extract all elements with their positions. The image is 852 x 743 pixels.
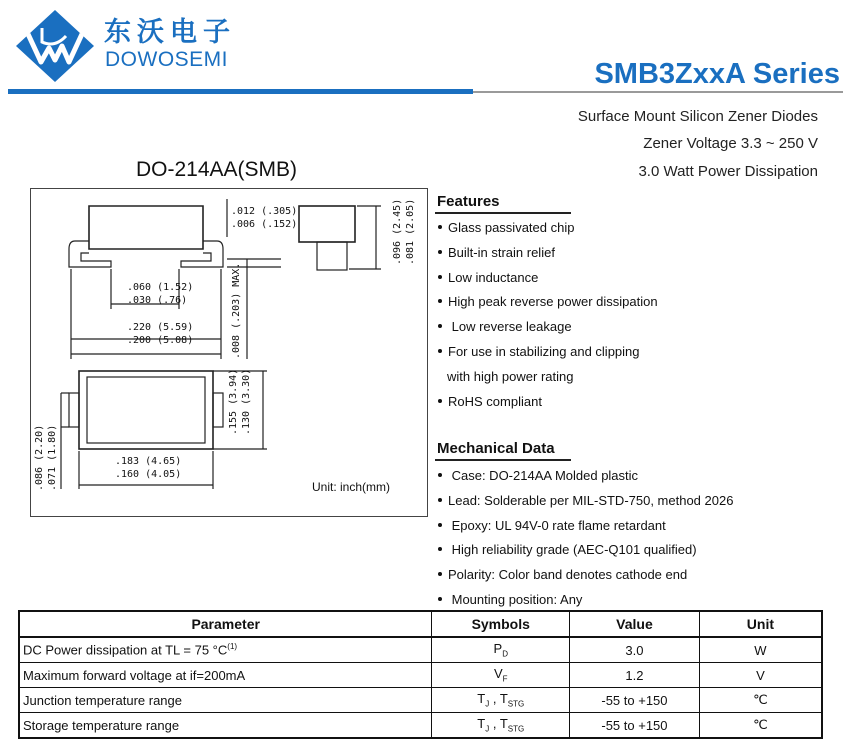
mechanical-text: Mounting position: Any bbox=[448, 591, 583, 607]
col-header-parameter: Parameter bbox=[19, 611, 432, 637]
package-title: DO-214AA(SMB) bbox=[136, 158, 298, 181]
dim-lead-thickness-min: .006 (.152) bbox=[231, 219, 298, 230]
dim-lead-thickness-max: .012 (.305) bbox=[231, 206, 298, 217]
value-cell: 3.0 bbox=[570, 637, 700, 663]
dim-lead-width-max: .086 (2.20) bbox=[34, 424, 45, 491]
table-row bbox=[19, 663, 822, 688]
subtitle-line-2: Zener Voltage 3.3 ~ 250 V bbox=[643, 135, 818, 152]
list-item bbox=[437, 266, 658, 291]
symbol-cell bbox=[432, 688, 570, 713]
col-header-value: Value bbox=[570, 611, 700, 637]
dim-body-length-max: .220 (5.59) bbox=[127, 322, 194, 333]
unit-cell: ℃ bbox=[699, 688, 822, 713]
features-rule bbox=[435, 212, 571, 214]
dim-height-max: .096 (2.45) bbox=[392, 198, 403, 265]
symbol: P bbox=[493, 641, 503, 657]
unit-cell: W bbox=[699, 637, 822, 663]
param-cell bbox=[19, 713, 432, 739]
param-text: DC Power dissipation at TL = 75 °C bbox=[23, 642, 228, 658]
symbol-cell bbox=[432, 713, 570, 739]
list-item bbox=[437, 290, 658, 315]
subtitle-line-1: Surface Mount Silicon Zener Diodes bbox=[577, 108, 818, 125]
symbol-cell bbox=[432, 663, 570, 688]
symbol-subscript: J bbox=[485, 699, 490, 709]
mechanical-text: High reliability grade (AEC-Q101 qualified) bbox=[448, 542, 697, 558]
dim-pad-length-min: .160 (4.05) bbox=[115, 469, 182, 480]
company-name-cn: 东沃电子 bbox=[104, 17, 236, 48]
symbol-2-subscript: STG bbox=[507, 699, 525, 709]
series-title: SMB3ZxxA Series bbox=[594, 58, 840, 90]
list-item bbox=[437, 489, 733, 514]
subtitle-line-3: 3.0 Watt Power Dissipation bbox=[638, 163, 818, 180]
bullet-icon bbox=[438, 498, 442, 502]
param-cell bbox=[19, 688, 432, 713]
feature-text: Built-in strain relief bbox=[448, 244, 555, 260]
value-cell: 1.2 bbox=[570, 663, 700, 688]
symbol-subscript: D bbox=[502, 649, 508, 659]
symbol: V bbox=[493, 666, 503, 682]
bullet-icon bbox=[438, 275, 442, 279]
dim-height bbox=[391, 199, 417, 265]
value-cell: -55 to +150 bbox=[570, 688, 700, 713]
bullet-icon bbox=[438, 250, 442, 254]
list-item bbox=[437, 464, 733, 489]
dim-lead-length-min: .030 (.76) bbox=[127, 295, 188, 306]
bullet-icon bbox=[438, 523, 442, 527]
bullet-icon bbox=[438, 547, 442, 551]
package-drawing bbox=[30, 188, 428, 517]
list-item bbox=[437, 563, 733, 588]
symbol-2-subscript: STG bbox=[507, 724, 525, 734]
table-row bbox=[19, 713, 822, 739]
footnote-ref: (1) bbox=[227, 642, 238, 652]
table-header-row bbox=[19, 611, 822, 637]
mechanical-list bbox=[437, 464, 733, 613]
feature-text: Glass passivated chip bbox=[448, 220, 575, 235]
dim-body-length-min: .200 (5.08) bbox=[127, 335, 194, 346]
feature-text: with high power rating bbox=[447, 368, 574, 384]
package-outline-svg bbox=[31, 189, 427, 516]
dim-body-length bbox=[127, 321, 193, 347]
dim-body-width-min: .130 (3.30) bbox=[241, 368, 252, 435]
list-item bbox=[437, 216, 658, 241]
symbol: T bbox=[477, 691, 486, 707]
symbol-subscript: J bbox=[485, 724, 490, 734]
bullet-icon bbox=[438, 324, 442, 328]
unit-cell: V bbox=[699, 663, 822, 688]
mechanical-title: Mechanical Data bbox=[437, 440, 555, 457]
table-row bbox=[19, 637, 822, 663]
features-title: Features bbox=[437, 193, 500, 210]
dim-body-width bbox=[227, 369, 253, 435]
param-cell bbox=[19, 663, 432, 688]
unit-cell: ℃ bbox=[699, 713, 822, 739]
value-cell: -55 to +150 bbox=[570, 713, 700, 739]
bullet-icon bbox=[438, 473, 442, 477]
company-name-en: DOWOSEMI bbox=[105, 48, 228, 71]
dim-pad-length-max: .183 (4.65) bbox=[115, 456, 182, 467]
symbol-2: , T bbox=[489, 716, 508, 732]
param-text: Maximum forward voltage at if=200mA bbox=[23, 667, 246, 683]
list-item bbox=[437, 241, 658, 266]
feature-text: Low reverse leakage bbox=[448, 319, 572, 335]
symbol-cell bbox=[432, 637, 570, 663]
symbol-2: , T bbox=[489, 691, 508, 707]
list-item bbox=[437, 538, 733, 563]
col-header-unit: Unit bbox=[699, 611, 822, 637]
bullet-icon bbox=[438, 399, 442, 403]
bullet-icon bbox=[438, 572, 442, 576]
list-item bbox=[437, 315, 658, 340]
feature-text: RoHS compliant bbox=[448, 393, 542, 409]
features-list bbox=[437, 216, 658, 414]
symbol: T bbox=[477, 716, 486, 732]
dim-lead-width bbox=[33, 425, 59, 491]
feature-text: High peak reverse power dissipation bbox=[448, 294, 658, 310]
header-rule-gray bbox=[473, 91, 843, 93]
list-item bbox=[437, 390, 658, 415]
mechanical-text: Lead: Solderable per MIL-STD-750, method 2026 bbox=[448, 492, 734, 508]
bullet-icon bbox=[438, 299, 442, 303]
mechanical-text: Case: DO-214AA Molded plastic bbox=[448, 468, 639, 483]
col-header-symbols: Symbols bbox=[432, 611, 570, 637]
bullet-icon bbox=[438, 225, 442, 229]
mechanical-text: Polarity: Color band denotes cathode end bbox=[448, 567, 688, 583]
dim-lead-thickness bbox=[231, 205, 297, 231]
mechanical-rule bbox=[435, 459, 571, 461]
dim-lead-length-max: .060 (1.52) bbox=[127, 282, 194, 293]
table-row bbox=[19, 688, 822, 713]
dim-pad-length bbox=[115, 455, 181, 481]
param-text: Junction temperature range bbox=[23, 692, 182, 708]
param-cell bbox=[19, 637, 432, 663]
list-item bbox=[437, 514, 733, 539]
bullet-icon bbox=[438, 597, 442, 601]
dim-lead-length bbox=[127, 281, 193, 307]
dim-lead-width-min: .071 (1.80) bbox=[47, 424, 58, 491]
company-logo bbox=[14, 8, 96, 84]
symbol-subscript: F bbox=[502, 674, 508, 684]
dim-height-min: .081 (2.05) bbox=[405, 198, 416, 265]
list-item-continuation bbox=[437, 365, 658, 390]
feature-text: Low inductance bbox=[448, 269, 539, 285]
dim-standoff: .008 (.203) MAX. bbox=[231, 262, 242, 359]
unit-label: Unit: inch(mm) bbox=[312, 480, 391, 494]
dim-body-width-max: .155 (3.94) bbox=[228, 368, 239, 435]
header-rule-blue bbox=[8, 89, 473, 94]
bullet-icon bbox=[438, 349, 442, 353]
param-text: Storage temperature range bbox=[23, 717, 180, 733]
list-item bbox=[437, 340, 658, 365]
feature-text: For use in stabilizing and clipping bbox=[448, 343, 640, 359]
ratings-table bbox=[18, 610, 823, 739]
mechanical-text: Epoxy: UL 94V-0 rate flame retardant bbox=[448, 517, 666, 533]
